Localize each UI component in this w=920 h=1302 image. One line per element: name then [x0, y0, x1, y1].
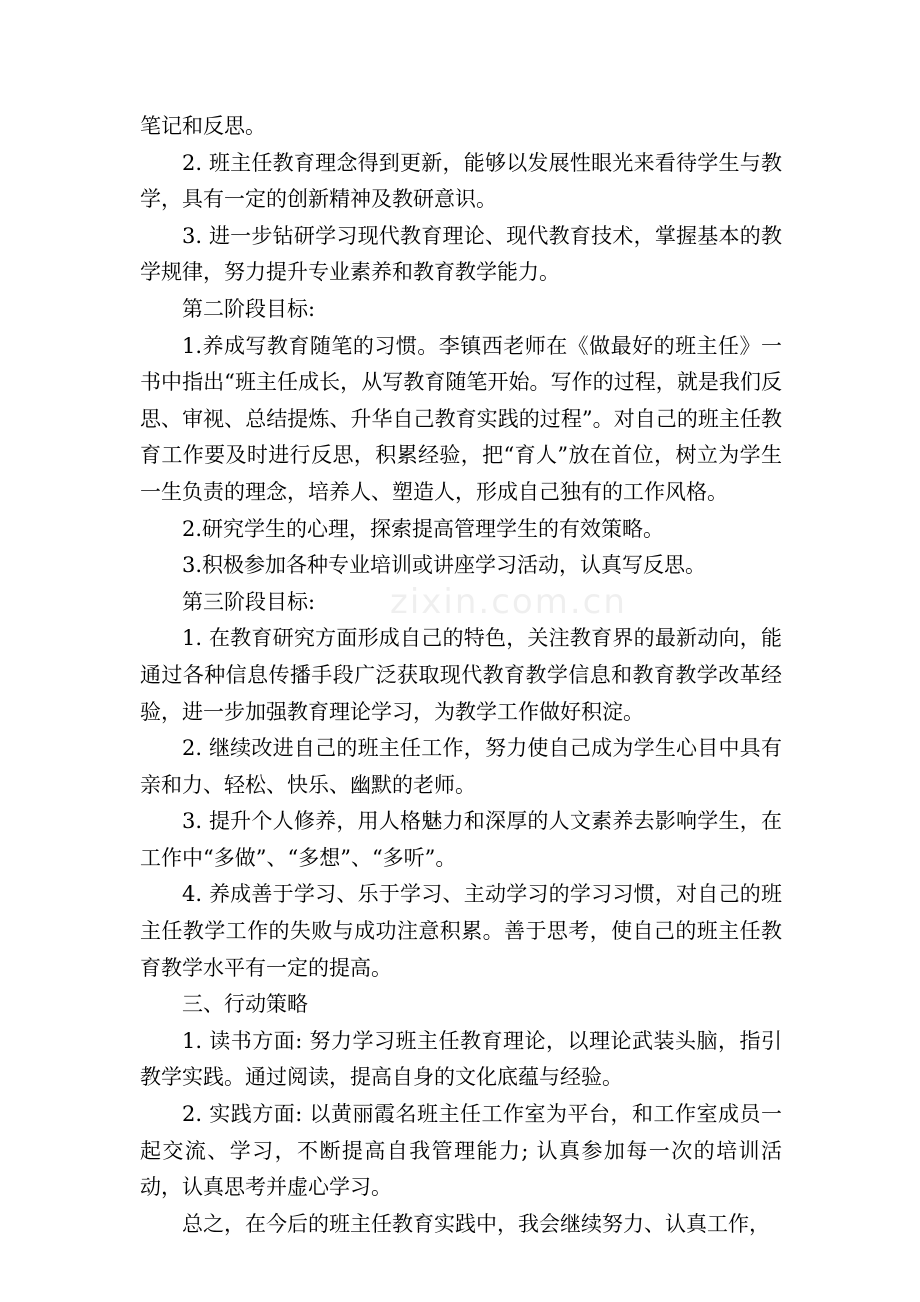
paragraph: 3.积极参加各种专业培训或讲座学习活动，认真写反思。 — [182, 553, 707, 578]
paragraph: 2. 班主任教育理念得到更新，能够以发展性眼光来看待学生与教学，具有一定的创新精神及教研意识。 — [140, 150, 782, 212]
paragraph: 2. 实践方面: 以黄丽霞名班主任工作室为平台，和工作室成员一起交流、学习，不断提高自我管理能力; 认真参加每一次的培训活动，认真思考并虚心学习。 — [140, 1102, 782, 1200]
paragraph: 总之，在今后的班主任教育实践中，我会继续努力、认真工作， — [182, 1211, 770, 1236]
paragraph: 4. 养成善于学习、乐于学习、主动学习的学习习惯，对自己的班主任教学工作的失败与成功注意积累。善于思考，使自己的班主任教育教学水平有一定的提高。 — [140, 882, 782, 980]
paragraph: 2.研究学生的心理，探索提高管理学生的有效策略。 — [182, 516, 665, 541]
paragraph: 1. 在教育研究方面形成自己的特色，关注教育界的最新动向，能通过各种信息传播手段广泛获取现代教育教学信息和教育教学改革经验，进一步加强教育理论学习，为教学工作做好积淀。 — [140, 626, 782, 724]
paragraph: 2. 继续改进自己的班主任工作，努力使自己成为学生心目中具有亲和力、轻松、快乐、幽默的老师。 — [140, 736, 782, 797]
paragraph: 3. 提升个人修养，用人格魅力和深厚的人文素养去影响学生，在工作中“多做”、“多想”、“多听”。 — [140, 809, 782, 870]
paragraph: 3. 进一步钻研学习现代教育理论、现代教育技术，掌握基本的教学规律，努力提升专业素养和教育教学能力。 — [140, 223, 782, 285]
document-body — [140, 108, 782, 1242]
watermark: zixin.com.cn — [390, 582, 627, 622]
paragraph: 1. 读书方面: 努力学习班主任教育理论，以理论武装头脑，指引教学实践。通过阅读，提高自身的文化底蕴与经验。 — [140, 1028, 782, 1090]
section-heading: 第三阶段目标: — [182, 589, 316, 614]
section-heading: 三、行动策略 — [182, 992, 308, 1017]
paragraph: 1.养成写教育随笔的习惯。李镇西老师在《做最好的班主任》一书中指出“班主任成长，从写教育随笔开始。写作的过程，就是我们反思、审视、总结提炼、升华自己教育实践的过程”。对自己的班主任教育工作要及时进行反思，积累经验，把“育人”放在首位，树立为学生一生负责的理念，培养人、塑造人，形成自己独有的工作风格。 — [140, 333, 782, 504]
section-heading: 第二阶段目标: — [182, 296, 316, 321]
paragraph: 笔记和反思。 — [140, 114, 266, 138]
